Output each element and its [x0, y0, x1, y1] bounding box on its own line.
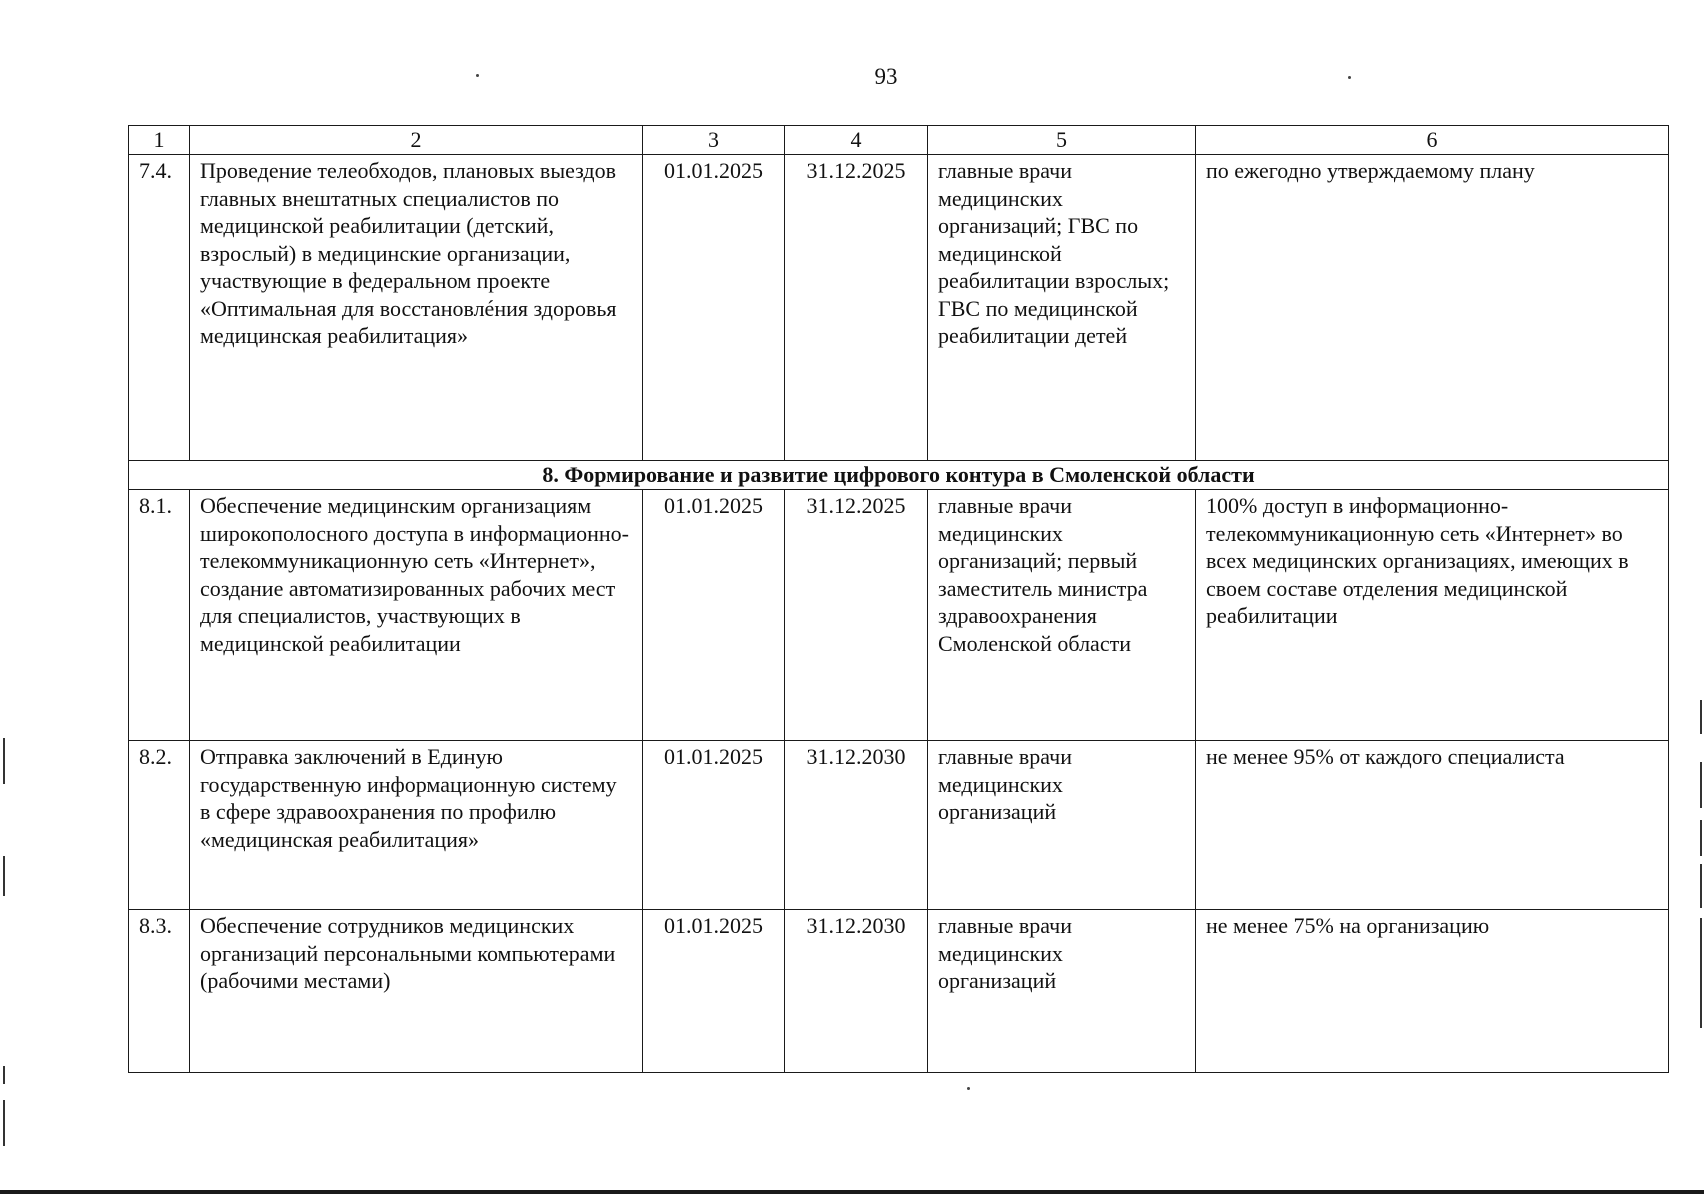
start-date-cell: 01.01.2025: [643, 490, 785, 741]
scan-speck: [1348, 76, 1351, 79]
start-date-cell: 01.01.2025: [643, 155, 785, 461]
scan-margin-mark: [3, 1066, 5, 1084]
scan-margin-mark: [1700, 820, 1702, 856]
plan-table: [128, 125, 1669, 1073]
result-cell: не менее 75% на организацию: [1196, 910, 1669, 1073]
table-row: [129, 490, 1669, 741]
scan-margin-mark: [1700, 918, 1702, 1028]
result-cell: 100% доступ в информационно-телекоммуникационную сеть «Интернет» во всех медицинских организациях, имеющих в своем составе отделения медицинской реабилитации: [1196, 490, 1669, 741]
column-header: 1: [129, 126, 190, 155]
column-header: 4: [785, 126, 928, 155]
table-row: [129, 910, 1669, 1073]
table-row: [129, 741, 1669, 910]
scan-speck: [967, 1087, 970, 1090]
activity-cell: Отправка заключений в Единую государственную информационную систему в сфере здравоохранения по профилю «медицинская реабилитация»: [190, 741, 643, 910]
start-date-cell: 01.01.2025: [643, 910, 785, 1073]
end-date-cell: 31.12.2025: [785, 490, 928, 741]
responsible-cell: главные врачи медицинских организаций: [928, 741, 1196, 910]
scan-speck: [476, 74, 479, 77]
column-number-row: [129, 126, 1669, 155]
responsible-cell: главные врачи медицинских организаций; ГВС по медицинской реабилитации взрослых; ГВС по медицинской реабилитации детей: [928, 155, 1196, 461]
activity-cell: Обеспечение медицинским организациям широкополосного доступа в информационно-телекоммуникационную сеть «Интернет», создание автоматизированных рабочих мест для специалистов, участвующих в медицинской реабилитации: [190, 490, 643, 741]
scan-margin-mark: [3, 1100, 5, 1146]
row-number: 8.2.: [129, 741, 190, 910]
column-header: 3: [643, 126, 785, 155]
result-cell: по ежегодно утверждаемому плану: [1196, 155, 1669, 461]
table-row: [129, 155, 1669, 461]
scan-margin-mark: [3, 856, 5, 896]
column-header: 5: [928, 126, 1196, 155]
end-date-cell: 31.12.2025: [785, 155, 928, 461]
row-number: 8.3.: [129, 910, 190, 1073]
section-row: [129, 461, 1669, 490]
column-header: 6: [1196, 126, 1669, 155]
end-date-cell: 31.12.2030: [785, 910, 928, 1073]
column-header: 2: [190, 126, 643, 155]
scan-margin-mark: [1700, 700, 1702, 734]
activity-cell: Обеспечение сотрудников медицинских организаций персональными компьютерами (рабочими местами): [190, 910, 643, 1073]
page-number: 93: [874, 64, 898, 89]
page-bottom-rule: [0, 1190, 1704, 1194]
activity-cell: Проведение телеобходов, плановых выездов главных внештатных специалистов по медицинской реабилитации (детский, взрослый) в медицинские организации, участвующие в федеральном проекте «Оптимальная для восстановлéния здоровья медицинская реабилитация»: [190, 155, 643, 461]
row-number: 8.1.: [129, 490, 190, 741]
scan-margin-mark: [3, 738, 5, 784]
responsible-cell: главные врачи медицинских организаций: [928, 910, 1196, 1073]
scan-margin-mark: [1700, 864, 1702, 908]
section-title: 8. Формирование и развитие цифрового контура в Смоленской области: [129, 461, 1669, 490]
responsible-cell: главные врачи медицинских организаций; первый заместитель министра здравоохранения Смоленской области: [928, 490, 1196, 741]
row-number: 7.4.: [129, 155, 190, 461]
start-date-cell: 01.01.2025: [643, 741, 785, 910]
end-date-cell: 31.12.2030: [785, 741, 928, 910]
scan-margin-mark: [1700, 762, 1702, 808]
result-cell: не менее 95% от каждого специалиста: [1196, 741, 1669, 910]
